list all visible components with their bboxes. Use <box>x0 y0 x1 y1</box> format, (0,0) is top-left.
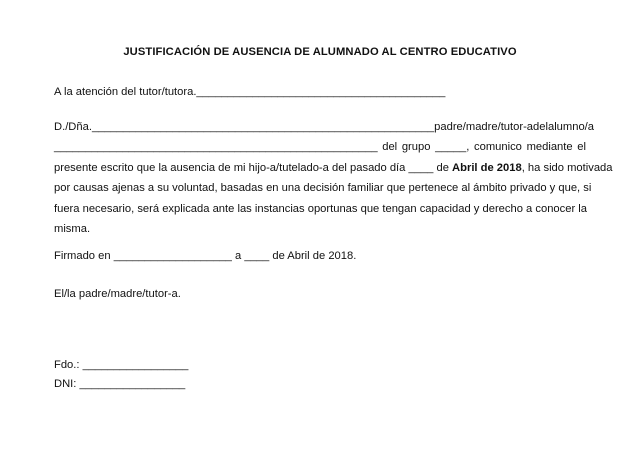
body-text: presente escrito que la ausencia de mi hijo-a/tutelado-a del pasado día ____ de <box>54 161 453 174</box>
group-blank: _____, <box>435 141 470 154</box>
body-word: mediante <box>526 141 573 154</box>
body-row-5 <box>54 199 586 219</box>
body-row-1 <box>54 117 594 137</box>
body-row-6: misma. <box>54 222 91 235</box>
body-word: el <box>577 141 586 154</box>
body-word: padre/madre/tutor-a <box>434 121 534 133</box>
body-row-4 <box>54 178 592 198</box>
body-paragraph <box>54 117 613 239</box>
document-title: JUSTIFICACIÓN DE AUSENCIA DE ALUMNADO AL CENTRO EDUCATIVO <box>123 46 517 58</box>
attention-line: A la atención del tutor/tutora.________________________________________ <box>54 86 446 98</box>
body-row-3 <box>54 158 613 178</box>
date-bold: Abril de 2018 <box>452 161 522 174</box>
body-row-2 <box>54 137 586 157</box>
fdo-line: Fdo.: _________________ <box>54 359 189 371</box>
body-text: fuera necesario, será explicada ante las instancias oportunas que tengan capacidad y derecho a conocer la <box>54 202 587 215</box>
body-word: comunico <box>474 141 522 154</box>
body-word: grupo <box>401 141 431 154</box>
body-text: , ha sido motivada <box>521 161 613 174</box>
student-blank: ____________________________________________________ <box>54 141 378 154</box>
parent-line: El/la padre/madre/tutor-a. <box>54 288 181 300</box>
signed-line: Firmado en ___________________ a ____ de Abril de 2018. <box>54 250 357 262</box>
body-word: del <box>533 121 548 133</box>
body-text: por causas ajenas a su voluntad, basadas en una decisión familiar que pertenece al ámbito privado y que, si <box>54 182 592 195</box>
body-word: alumno/a <box>547 121 594 133</box>
dni-line: DNI: _________________ <box>54 378 186 390</box>
body-word: del <box>382 141 398 154</box>
name-blank: _______________________________________________________ <box>91 121 435 133</box>
body-word: D./Dña. <box>54 121 92 133</box>
